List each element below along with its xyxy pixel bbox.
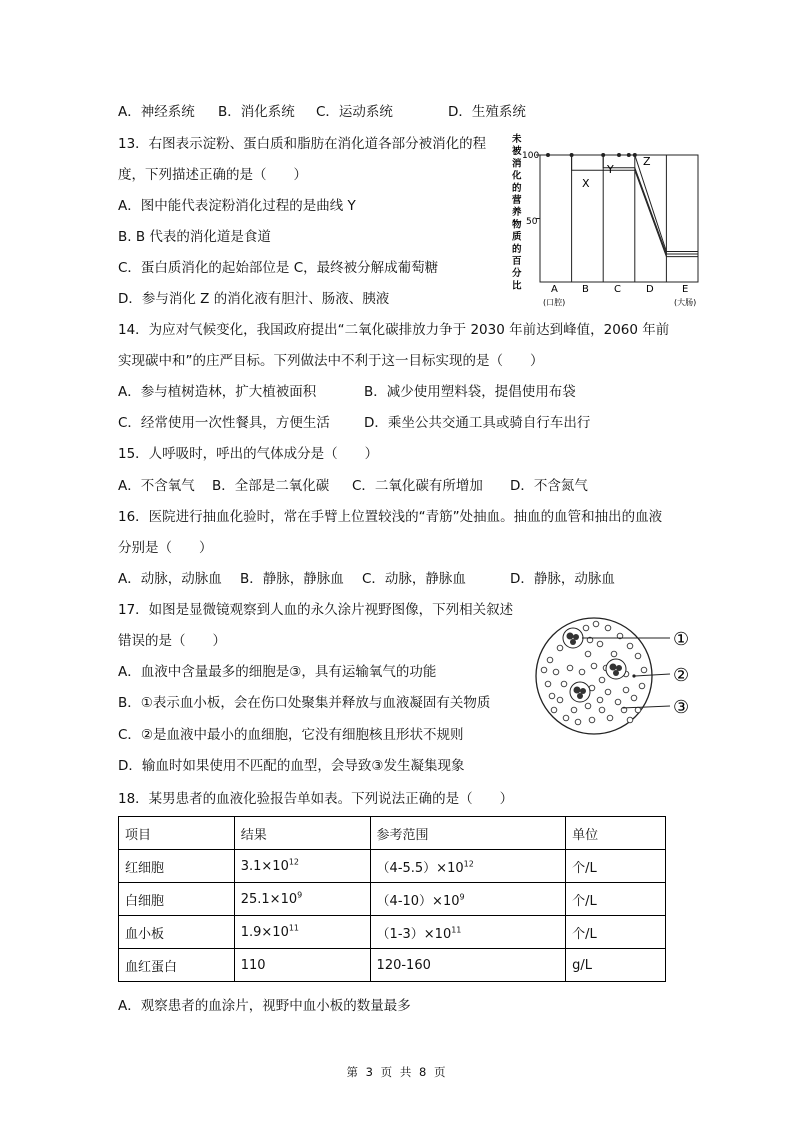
red-blood-cell xyxy=(571,707,577,713)
y-tick-100: 100 xyxy=(522,151,540,161)
q15-option-d: D．不含氮气 xyxy=(510,478,588,494)
white-blood-cell-3 xyxy=(570,682,590,702)
data-point xyxy=(633,153,637,157)
q12-option-a: A．神经系统 xyxy=(118,104,195,120)
q17-option-b: B．①表示血小板，会在伤口处聚集并释放与血液凝固有关物质 xyxy=(118,695,491,711)
q17-option-d: D．输血时如果使用不匹配的血型，会导致③发生凝集现象 xyxy=(118,758,465,774)
row-reference: $(1-3)\times 10^{11}$ xyxy=(370,916,566,949)
red-blood-cell xyxy=(635,707,641,713)
label-2: ② xyxy=(673,665,690,686)
red-blood-cell xyxy=(585,651,591,657)
page-footer: 第 3 页 共 8 页 xyxy=(346,1065,448,1079)
row-reference: 120-160 xyxy=(370,949,566,982)
red-blood-cell xyxy=(639,683,645,689)
region-label-c: C xyxy=(614,284,621,295)
label-3: ③ xyxy=(673,697,690,718)
red-blood-cell xyxy=(641,667,647,673)
q15-option-b: B．全部是二氧化碳 xyxy=(212,478,330,494)
chart-frame xyxy=(536,155,698,282)
header-reference: 参考范围 xyxy=(370,817,566,850)
data-point xyxy=(546,153,550,157)
q12-option-d: D．生殖系统 xyxy=(448,104,526,120)
table-row xyxy=(119,883,666,916)
red-blood-cell xyxy=(567,665,573,671)
q15-option-a: A．不含氧气 xyxy=(118,478,195,494)
q14-option-d: D．乘坐公共交通工具或骑自行车出行 xyxy=(364,415,591,431)
row-unit: 个/L xyxy=(566,850,666,883)
red-blood-cell xyxy=(605,689,611,695)
region-note-a: (口腔) xyxy=(543,298,566,307)
chart-ylabel: 未被消化的营养物质的百分比 xyxy=(512,134,522,292)
red-blood-cell xyxy=(599,707,605,713)
digestion-chart xyxy=(500,130,712,310)
red-blood-cell xyxy=(549,693,555,699)
red-blood-cell xyxy=(593,621,599,627)
q14-stem-line2: 实现碳中和”的庄严目标。下列做法中不利于这一目标实现的是（ ） xyxy=(118,353,544,369)
red-blood-cell xyxy=(597,697,603,703)
q13-option-b: B. B 代表的消化道是食道 xyxy=(118,229,271,245)
q16-option-c: C．动脉，静脉血 xyxy=(362,571,466,587)
red-blood-cell xyxy=(557,645,563,651)
row-result: $25.1\times 10^9$ xyxy=(234,883,370,916)
red-blood-cell xyxy=(551,707,557,713)
table-row xyxy=(119,916,666,949)
q17-stem-line2: 错误的是（ ） xyxy=(118,633,226,649)
row-result: $3.1\times 10^{12}$ xyxy=(234,850,370,883)
q14-option-c: C．经常使用一次性餐具，方便生活 xyxy=(118,415,330,431)
red-blood-cell xyxy=(557,697,563,703)
row-reference: $(4-10)\times 10^9$ xyxy=(370,883,566,916)
q14-stem-line1: 14．为应对气候变化，我国政府提出“二氧化碳排放力争于 2030 年前达到峰值，2060 年前 xyxy=(118,322,670,338)
data-point xyxy=(570,153,574,157)
region-note-e: (大肠) xyxy=(674,298,697,307)
red-blood-cell xyxy=(591,663,597,669)
q18-option-a: A．观察患者的血涂片，视野中血小板的数量最多 xyxy=(118,998,411,1014)
red-blood-cell xyxy=(575,719,581,725)
row-item: 血小板 xyxy=(119,916,235,949)
curve-label-y: Y xyxy=(607,163,614,176)
q16-option-b: B．静脉，静脉血 xyxy=(240,571,344,587)
red-blood-cell xyxy=(605,625,611,631)
red-blood-cell xyxy=(627,643,633,649)
red-blood-cell xyxy=(579,669,585,675)
red-blood-cell xyxy=(541,667,547,673)
red-blood-cell xyxy=(627,717,633,723)
white-blood-cell-1 xyxy=(563,628,583,648)
red-blood-cell xyxy=(635,653,641,659)
table-row xyxy=(119,850,666,883)
table-header-row xyxy=(119,817,666,850)
red-blood-cell xyxy=(561,681,567,687)
red-blood-cell xyxy=(631,695,637,701)
q16-option-d: D．静脉，动脉血 xyxy=(510,571,615,587)
y-tick-50: 50 xyxy=(526,217,538,227)
series-line-x xyxy=(540,155,698,257)
header-unit: 单位 xyxy=(566,817,666,850)
q17-option-a: A．血液中含量最多的细胞是③，具有运输氧气的功能 xyxy=(118,664,437,680)
curve-label-z: Z xyxy=(643,155,651,168)
q14-option-a: A．参与植树造林，扩大植被面积 xyxy=(118,384,317,400)
red-blood-cell xyxy=(589,717,595,723)
red-blood-cell xyxy=(623,687,629,693)
red-blood-cell xyxy=(553,669,559,675)
plot-area xyxy=(540,155,698,282)
q17-stem-line1: 17．如图是显微镜观察到人血的永久涂片视野图像，下列相关叙述 xyxy=(118,602,514,618)
header-item: 项目 xyxy=(119,817,235,850)
region-label-e: E xyxy=(682,284,689,295)
row-unit: g/L xyxy=(566,949,666,982)
q18-stem: 18．某男患者的血液化验报告单如表。下列说法正确的是（ ） xyxy=(118,791,514,807)
q13-option-c: C．蛋白质消化的起始部位是 C，最终被分解成葡萄糖 xyxy=(118,260,439,276)
q13-option-d: D．参与消化 Z 的消化液有胆汁、肠液、胰液 xyxy=(118,291,390,307)
region-label-b: B xyxy=(582,284,589,295)
red-blood-cell xyxy=(599,677,605,683)
table-row xyxy=(119,949,666,982)
red-blood-cell xyxy=(607,715,613,721)
row-item: 白细胞 xyxy=(119,883,235,916)
q12-option-c: C．运动系统 xyxy=(316,104,393,120)
q16-stem-line2: 分别是（ ） xyxy=(118,540,213,556)
region-label-d: D xyxy=(646,284,654,295)
blood-smear-figure xyxy=(530,610,710,742)
red-blood-cell xyxy=(615,699,621,705)
chart-lines xyxy=(540,153,698,257)
data-point xyxy=(601,153,605,157)
red-blood-cell xyxy=(563,715,569,721)
row-item: 红细胞 xyxy=(119,850,235,883)
series-line-z xyxy=(540,155,698,252)
q16-option-a: A．动脉，动脉血 xyxy=(118,571,222,587)
red-blood-cell xyxy=(583,625,589,631)
q12-option-b: B．消化系统 xyxy=(218,104,295,120)
q15-option-c: C．二氧化碳有所增加 xyxy=(352,478,483,494)
row-unit: 个/L xyxy=(566,916,666,949)
q13-stem-line1: 13．右图表示淀粉、蛋白质和脂肪在消化道各部分被消化的程 xyxy=(118,136,487,152)
row-item: 血红蛋白 xyxy=(119,949,235,982)
q13-stem-line2: 度，下列描述正确的是（ ） xyxy=(118,167,307,183)
label-1: ① xyxy=(673,629,690,650)
data-point xyxy=(617,153,621,157)
q15-stem: 15．人呼吸时，呼出的气体成分是（ ） xyxy=(118,446,379,462)
row-result: $1.9\times 10^{11}$ xyxy=(234,916,370,949)
red-blood-cell xyxy=(611,651,617,657)
q16-stem-line1: 16．医院进行抽血化验时，常在手臂上位置较浅的“青筋”处抽血。抽血的血管和抽出的血液 xyxy=(118,509,663,525)
q14-option-b: B．减少使用塑料袋，提倡使用布袋 xyxy=(364,384,576,400)
platelet-dot xyxy=(632,674,635,677)
red-blood-cell xyxy=(547,657,553,663)
q13-option-a: A．图中能代表淀粉消化过程的是曲线 Y xyxy=(118,198,356,214)
row-unit: 个/L xyxy=(566,883,666,916)
blood-test-report-table xyxy=(118,816,666,982)
header-result: 结果 xyxy=(234,817,370,850)
row-result: 110 xyxy=(234,949,370,982)
red-blood-cell xyxy=(545,681,551,687)
red-blood-cell xyxy=(585,703,591,709)
row-reference: $(4-5.5)\times 10^{12}$ xyxy=(370,850,566,883)
q17-option-c: C．②是血液中最小的血细胞，它没有细胞核且形状不规则 xyxy=(118,727,464,743)
region-label-a: A xyxy=(551,284,558,295)
white-blood-cell-2 xyxy=(606,659,626,679)
data-point xyxy=(627,153,631,157)
curve-label-x: X xyxy=(582,177,590,190)
red-blood-cell xyxy=(597,641,603,647)
